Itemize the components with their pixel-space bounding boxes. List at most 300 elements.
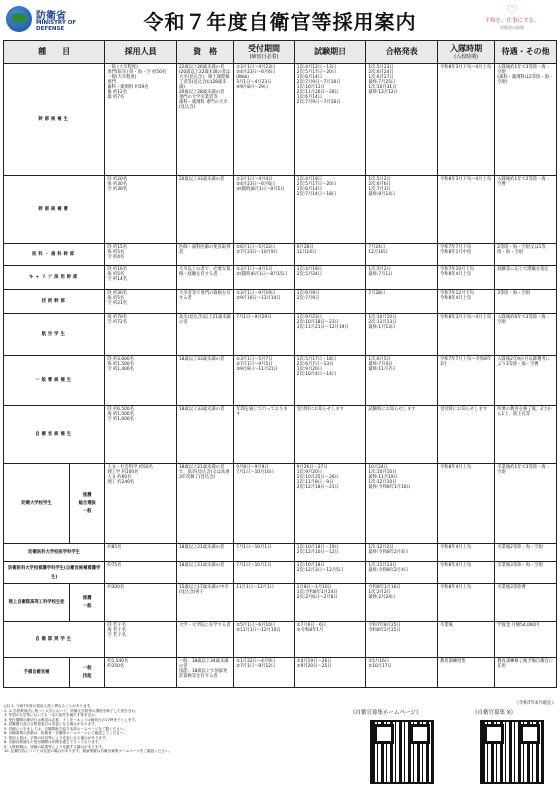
exam-line: 2次:7月9日 [296, 296, 320, 301]
cell-result [366, 584, 438, 622]
misc-line: 2等陸・海・空尉又は1等陸・海・空尉 [497, 245, 546, 255]
result-line: 最終:1月13日 [368, 325, 396, 330]
cell-qual [176, 658, 233, 688]
row-subcategory: 一般 [82, 604, 92, 609]
people-line: 約1,540名 [107, 659, 129, 664]
header-exam: 試験期日 [294, 41, 366, 64]
period-line: ②4月23日～6月6日 [236, 70, 276, 75]
cell-period [234, 64, 295, 176]
cell-result [366, 622, 438, 658]
cell-qual [176, 290, 233, 314]
period-line: 7月1日～10月1日 [236, 563, 272, 568]
exam-line: 1月8日～1月10日 [296, 585, 332, 590]
slogan [472, 4, 552, 36]
cell-period [234, 584, 295, 622]
entry-line: 令和8年3月下旬～4月上旬 [439, 65, 492, 70]
qr-left-label: 《自衛官募集ホームページ》 [350, 710, 422, 716]
period-line: ②7月1日～9月12日 [236, 664, 276, 669]
exam-line: 2次:12月3日～12月5日 [296, 568, 344, 573]
footnote-line: 7. 採用人員は、予算の状況等により変更になる場合があります。 [4, 735, 109, 740]
cell-period [234, 314, 295, 356]
cell-result [366, 244, 438, 266]
cell-result [366, 406, 438, 464]
entry-line: 令和7年12月下旬 [439, 291, 474, 296]
qual-line: 20歳以上28歳未満の者 [178, 90, 225, 95]
cell-entry [437, 356, 494, 406]
result-line: 7月28日 [368, 291, 386, 296]
result-line: 最終:令和8年2月4日 [368, 550, 409, 555]
misc-line: (歯科・薬剤科は2等陸・海・空尉) [497, 75, 554, 85]
period-line: ②7月1日～9月5日 [236, 362, 273, 367]
row-subcategories [70, 658, 105, 688]
exam-line: 2次:7月9日～7月18日 [296, 80, 341, 85]
logo-en [36, 20, 76, 32]
row-category: 自衛隊奨学生 [4, 622, 105, 658]
cell-result [366, 266, 438, 290]
exam-line: 3次:11月21日～12月19日 [296, 325, 349, 330]
row-category: 医科・歯科幹部 [4, 244, 105, 266]
exam-line: ①7月6日・6日 [296, 623, 327, 628]
cell-misc [495, 464, 557, 544]
qr-right-label: 《自衛官募集 X》 [472, 710, 517, 716]
qual-line: 20歳以上33歳未満の者 [178, 177, 225, 182]
qr-area [350, 708, 556, 800]
people-line: 人文・社会科学 約50名 [107, 465, 153, 470]
exam-line: 1次:令和8年1月24日 [296, 590, 338, 595]
result-line: 1次:5月2日 [368, 267, 391, 272]
period-line: (Web) [236, 75, 249, 80]
people-line: 陸 約3,600名 [107, 357, 134, 362]
header-entry-label: 入隊時期 [450, 44, 483, 53]
cell-exam [294, 290, 366, 314]
exam-line: 2次:12月18日～21日 [296, 485, 339, 490]
cell-period [234, 562, 295, 584]
table-row [4, 406, 557, 464]
table-row [4, 314, 557, 356]
people-line: 海 約70名 [107, 315, 128, 320]
footnotes [4, 704, 340, 754]
people-line: 海 約30名 [107, 182, 128, 187]
result-line: 最終:7月1日 [368, 272, 393, 277]
cell-people [105, 658, 177, 688]
period-line: 7月1日～10月16日 [236, 470, 275, 475]
cell-result [366, 562, 438, 584]
exam-line: 1次:11月8日・9日 [296, 480, 334, 485]
result-line: 1次:11月13日 [368, 563, 397, 568]
result-line: 7月24日 [368, 245, 386, 250]
people-line: 空 約1,600名 [107, 417, 134, 422]
people-line: 専門 [107, 80, 116, 85]
people-line: 陸 約16名 [107, 267, 128, 272]
row-category: 一般曹候補生 [4, 356, 105, 406]
people-line: 空 約4名 [107, 255, 125, 260]
exam-line: 1次:10月18日 [296, 563, 325, 568]
cell-period [234, 244, 295, 266]
result-line: 最終:11月19日 [368, 475, 398, 480]
exam-line: 2次:10月4日～14日 [296, 372, 337, 377]
people-line: 歯科・薬剤科 約19名 [107, 85, 149, 90]
qual-line: 18歳以上21歳未満の者 [178, 563, 225, 568]
result-line: 最終:令和8年2月4日 [368, 568, 409, 573]
row-category: 幹部候補曹 [4, 176, 105, 244]
people-line: 理工 約240名 [107, 480, 135, 485]
qual-line: 高卒(見込含)以上21歳未満の者 [178, 315, 231, 325]
exam-line: 2次:10月25日～26日 [296, 475, 339, 480]
people-line: 人文 約60名 [107, 475, 132, 480]
row-category: 予備自衛官補 [4, 658, 70, 688]
exam-line: 9月26日・27日 [296, 465, 328, 470]
result-line: 1次:6月27日 [368, 75, 394, 80]
period-line: ②11月1日～12月10日 [236, 628, 281, 633]
cell-exam [294, 406, 366, 464]
people-line: 海 約5名 [107, 250, 125, 255]
row-category: 技術幹部 [4, 290, 105, 314]
cell-entry [437, 622, 494, 658]
cell-people [105, 266, 177, 290]
cell-entry [437, 266, 494, 290]
qual-line: 専門の大学卒業者等 [178, 95, 218, 100]
header-people: 採用人員 [105, 41, 177, 64]
row-subcategory: 一般 [82, 666, 92, 671]
qual-line: 15歳以上17歳未満の中卒(見込含)男子 [178, 585, 229, 595]
result-line: 最終:11月7日 [368, 367, 396, 372]
cell-entry [437, 464, 494, 544]
footnote-line: 10. 記載内容については変更の場合があります。最新情報は自衛官募集ホームページをご確認ください。 [4, 749, 173, 753]
cell-period [234, 266, 295, 290]
as-of-note: 《令和7年4月現在》 [514, 701, 556, 706]
people-line: 専門(院卒) 陸・海・空 約50名 [107, 70, 167, 75]
cell-people [105, 562, 177, 584]
cell-entry [437, 406, 494, 464]
result-line: 1次:7月3日 [368, 187, 391, 192]
cell-period [234, 544, 295, 562]
qual-line: 大卒者等で専門の資格を有する者 [178, 291, 231, 301]
cell-misc [495, 658, 557, 688]
result-line: 10月24日 [368, 465, 388, 470]
period-line: ①3月1日～4月23日 [236, 65, 276, 70]
period-line: ③9月8日～11月21日 [236, 367, 278, 372]
people-line: 陸 約6,500名 [107, 407, 134, 412]
qual-line: 技能：18歳以上で国家免許資格等を有する者 [178, 669, 228, 679]
period-line: ③(随時)8月1日～9月5日 [236, 187, 285, 192]
misc-line: 所要の教育を修了後、2士から1士、陸士長等 [497, 407, 552, 417]
table-row [4, 356, 557, 406]
result-line: 最終:2月24日 [368, 595, 396, 600]
exam-line: 2次:5月24日 [296, 272, 323, 277]
cell-entry [437, 314, 494, 356]
people-line: 一般(大卒程度) [107, 75, 137, 80]
exam-line: 1次:9月20日 [296, 470, 323, 475]
table-body [4, 64, 557, 688]
cell-people [105, 290, 177, 314]
row-subcategory: 一般 [82, 509, 92, 514]
people-line: 一般 (大卒程度) [107, 65, 138, 70]
result-line: 1次:10月10日 [368, 470, 397, 475]
result-line: 2次:11月13日 [368, 320, 397, 325]
period-line: 9月8日～9月9日 [236, 465, 269, 470]
table-row [4, 658, 557, 688]
footnote-line: ② 外国の大学等においても一定の条件を満たす者を含む。 [4, 713, 99, 717]
header-entry [437, 41, 494, 64]
recruitment-table [3, 40, 557, 688]
people-line: 陸 若干名 [107, 623, 126, 628]
people-line: 約300名 [107, 585, 125, 590]
exam-line: 2次:7月9日～7月18日 [296, 100, 341, 105]
exam-line: 受付時にお知らせします [296, 407, 344, 412]
result-line: ①5月16日 [368, 659, 390, 664]
logo-jp: 防衛省 [36, 11, 66, 22]
header-kind: 種 目 [4, 41, 105, 64]
people-line: 空 約72名 [107, 320, 128, 325]
cell-exam [294, 244, 366, 266]
misc-line: 学資金 月額54,000円 [497, 623, 540, 628]
row-subcategory: 推薦 [82, 596, 92, 601]
page-header [0, 0, 560, 40]
cell-people [105, 622, 177, 658]
qual-line: 歯科・薬剤科 専門の大卒(見込含) [178, 100, 228, 110]
result-line: 1次:2月2日 [368, 590, 391, 595]
footnote-line: 2. ① 学校教育法に基づく大学において、防衛大学校等の課程を修了した者を含む。 [4, 708, 139, 713]
cell-people [105, 406, 177, 464]
logo-en-line-2: DEFENSE [36, 26, 65, 32]
table-row [4, 64, 557, 176]
result-line: 1次:6月5日 [368, 357, 391, 362]
cell-result [366, 464, 438, 544]
cell-misc [495, 562, 557, 584]
entry-line: 令和8年4月上旬 [439, 545, 472, 550]
row-category: 防衛医科大学校医学科学生 [4, 544, 105, 562]
row-subcategory: 推薦 [82, 493, 92, 498]
cell-qual [176, 562, 233, 584]
misc-line: 卒業後2等陸・海・空尉 [497, 545, 543, 550]
exam-line: 1次:9月23日 [296, 315, 323, 320]
people-line: 理工学 約100名 [107, 470, 139, 475]
cell-exam [294, 176, 366, 244]
exam-line: 2次:2月6日～2月8日 [296, 595, 338, 600]
exam-line: 1次:4月19日 [296, 267, 323, 272]
cell-misc [495, 244, 557, 266]
people-line: 約75名 [107, 563, 122, 568]
exam-line: 1次:4月12日・13日 [296, 65, 337, 70]
row-subcategory: 技能 [82, 674, 92, 679]
cell-exam [294, 464, 366, 544]
entry-line: 令和8年4月上旬 [439, 272, 472, 277]
cell-exam [294, 544, 366, 562]
earth-emblem-icon [6, 6, 32, 32]
result-line: 令和8年2月25日 [368, 628, 401, 633]
cell-qual [176, 244, 233, 266]
table-row [4, 562, 557, 584]
period-line: ②6月1日～5月22日 [236, 245, 276, 250]
period-line: 11月1日～12月1日 [236, 585, 275, 590]
header-period-label: 受付期間 [248, 44, 280, 53]
cell-qual [176, 584, 233, 622]
cell-people [105, 64, 177, 176]
heart-icon: ♡ [505, 3, 519, 19]
exam-line: 2次:10月18日～23日 [296, 320, 339, 325]
cell-people [105, 314, 177, 356]
misc-line: 3等陸・海・空尉 [497, 291, 531, 296]
people-line: 海 約5名 [107, 272, 125, 277]
entry-line: 令和8年3月下旬～4月上旬 [439, 177, 492, 182]
people-line: 歯 約12名 [107, 90, 128, 95]
row-category: 陸上自衛隊高等工科学校生徒 [4, 584, 70, 622]
footnote-line: 6. 各種募集の詳細は、防衛省・自衛隊ホームページにて確認してください。 [4, 731, 128, 735]
header-qual: 資 格 [176, 41, 233, 64]
cell-entry [437, 244, 494, 266]
exam-line: 1次:10月11日 [296, 85, 325, 90]
result-line: 1次:10月31日 [368, 85, 397, 90]
table-row [4, 266, 557, 290]
period-line: ①3月1日～4月4日 [236, 177, 273, 182]
cell-misc [495, 622, 557, 658]
exam-line: 2次:12月10日～12日 [296, 550, 339, 555]
cell-misc [495, 290, 557, 314]
exam-line: ①4月19日～26日 [296, 659, 332, 664]
cell-exam [294, 562, 366, 584]
cell-result [366, 314, 438, 356]
header-misc: 待遇・その他 [495, 41, 557, 64]
qual-line: 18歳以上21歳未満の者で、高卒(見込含)又は高専3年次修了(見込含) [178, 465, 230, 480]
entry-line: 教育訓練招集 [439, 659, 466, 664]
period-line: ②4月23日～6月6日 [236, 182, 276, 187]
qual-line: 18歳以上33歳未満の者 [178, 407, 225, 412]
exam-line: 1次:10月18日・19日 [296, 545, 339, 550]
cell-exam [294, 356, 366, 406]
cell-misc [495, 584, 557, 622]
qual-line: 22歳以上26歳未満の者 [178, 65, 225, 70]
table-row [4, 176, 557, 244]
cell-result [366, 356, 438, 406]
result-line: 2次:6月24日 [368, 70, 394, 75]
cell-exam [294, 658, 366, 688]
footnote-line: 4. 試験期日及び合格発表日は変更になる場合があります。 [4, 722, 99, 726]
cell-misc [495, 266, 557, 290]
entry-line: 令和8年3月下旬～4月上旬 [439, 315, 492, 320]
table-row [4, 584, 557, 622]
cell-entry [437, 64, 494, 176]
cell-exam [294, 584, 366, 622]
misc-line: 卒業後約1年で3等陸・海・空尉 [497, 465, 550, 475]
cell-qual [176, 266, 233, 290]
qual-line: 一般：18歳以上34歳未満の者 [178, 659, 229, 669]
exam-line: 1次:5月17日・18日 [296, 357, 337, 362]
entry-line: 令和8年1月中旬 [439, 250, 472, 255]
cell-entry [437, 658, 494, 688]
cell-qual [176, 544, 233, 562]
qr-code-x-icon[interactable] [480, 720, 544, 784]
entry-line: 令和8年4月上旬 [439, 465, 472, 470]
misc-line: 教育訓練修了後予備自衛官に任用 [497, 659, 554, 669]
cell-result [366, 544, 438, 562]
row-category: 防衛大学校学生 [4, 464, 70, 544]
cell-people [105, 244, 177, 266]
cell-period [234, 406, 295, 464]
period-line: ①1月22日～4月9日 [236, 659, 276, 664]
entry-line: 令和7年7月上旬～令和8年3月 [439, 357, 492, 367]
entry-line: 受付時にお知らせします [439, 407, 488, 412]
cell-period [234, 290, 295, 314]
slogan-sub: 防衛省自衛隊 [500, 25, 524, 30]
table-row [4, 244, 557, 266]
exam-line: 2次:6月7日～13日 [296, 362, 334, 367]
exam-line: 1次:9月20日 [296, 367, 323, 372]
exam-line: ②9月20日～25日 [296, 664, 332, 669]
result-line: ②10月17日 [368, 664, 392, 669]
exam-line: 2次:11月26日～28日 [296, 90, 339, 95]
table-row [4, 622, 557, 658]
cell-people [105, 356, 177, 406]
qr-code-homepage-icon[interactable] [370, 720, 434, 784]
misc-line: 入隊後2年9か月以降選考により3等陸・海・空曹 [497, 357, 550, 367]
entry-line: 令和8年4月上旬 [439, 563, 472, 568]
result-line: 1次:10月10日 [368, 315, 397, 320]
cell-misc [495, 64, 557, 176]
slogan-text: 平和を、仕事にする。 [484, 18, 540, 24]
row-subcategories [70, 464, 105, 544]
misc-line: 経験等に応じて階級を指定 [497, 267, 549, 272]
period-line: ①3月1日～9月19日 [236, 291, 276, 296]
people-line: 空 約30名 [107, 187, 128, 192]
entry-line: 令和8年4月上旬 [439, 585, 472, 590]
footnote-line: 9. 入隊時期は、試験の結果等により変動する場合があります。 [4, 744, 106, 749]
table-row [4, 544, 557, 562]
row-category: キャリア採用幹部 [4, 266, 105, 290]
entry-line: 卒業後 [439, 623, 453, 628]
cell-people [105, 544, 177, 562]
cell-exam [294, 314, 366, 356]
people-line: 約85名 [107, 545, 122, 550]
cell-people [105, 176, 177, 244]
result-line: 令和7年8月25日 [368, 623, 401, 628]
entry-line: 令和7年7月下旬 [439, 245, 472, 250]
cell-entry [437, 562, 494, 584]
header-period-sub: (締切日必着) [249, 54, 279, 60]
cell-exam [294, 266, 366, 290]
cell-result [366, 290, 438, 314]
cell-entry [437, 290, 494, 314]
row-category: 自衛官候補生 [4, 406, 105, 464]
period-line: ④9月8日～29日 [236, 85, 269, 90]
header-period [234, 41, 295, 64]
exam-line: 1次:4月19日 [296, 177, 323, 182]
logo-en-line-1: MINISTRY OF [36, 20, 77, 26]
people-line: 海 若干名 [107, 628, 126, 633]
ministry-logo [6, 6, 106, 34]
row-category: 防衛医科大学校看護学科学生(自衛官候補看護学生) [4, 562, 105, 584]
row-subcategory: 総合選抜 [78, 501, 96, 506]
misc-line: 入隊後約6年で3等陸・海・空尉 [497, 315, 550, 325]
people-line: 海 約1,500名 [107, 362, 134, 367]
result-line: 最終:令和8年1月16日 [368, 485, 411, 490]
page-title: 令和７年度自衛官等採用案内 [143, 10, 417, 34]
cell-misc [495, 544, 557, 562]
cell-misc [495, 406, 557, 464]
exam-line: 2次:7月14日～18日 [296, 192, 337, 197]
cell-period [234, 356, 295, 406]
exam-line: 1次:6月9日 [296, 291, 320, 296]
cell-exam [294, 622, 366, 658]
period-line: 年間を通じて行っております [236, 407, 288, 417]
result-line: 1次:5月23日 [368, 65, 394, 70]
cell-result [366, 176, 438, 244]
people-line: 空 若干名 [107, 633, 126, 638]
period-line: ①5月1日～6月10日 [236, 623, 276, 628]
footnote-line: (注) 1. 令和7年度の採用人員と異なることがあります。 [4, 704, 94, 708]
cell-period [234, 464, 295, 544]
cell-exam [294, 64, 366, 176]
exam-line: 1次:6月14日 [296, 75, 323, 80]
